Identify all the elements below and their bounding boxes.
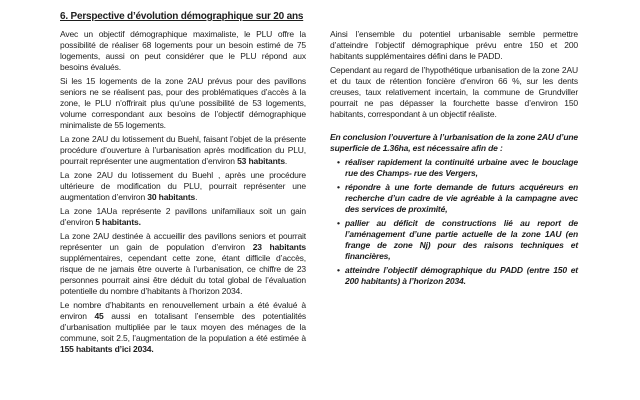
paragraph-text: La zone 2AU du lotissement du Buehl, faisant l’objet de la présente procédure d’ouverture à l’urbanisation après modification du PLU, pourrait représenter une augmentation d’environ [60,134,306,166]
paragraph-text: La zone 1AUa représente 2 pavillons unifamiliaux soit un gain d’environ [60,206,306,227]
paragraph-text: La zone 2AU destinée à accueillir des pavillons seniors et pourrait représenter un gain de population d’environ [60,231,306,252]
paragraph-zone1aua [60,206,306,228]
paragraph-text: En conclusion l’ouverture à l’urbanisation de la zone 2AU d’une superficie de 1.36ha, est nécessaire afin de : [330,132,578,153]
paragraph-text: Si les 15 logements de la zone 2AU prévus pour des pavillons seniors ne se réalisent pas, pour des problématiques d’accès à la zone, le PLU n’offrirait plus qu’une possibilité de 53 logements, volume correspondant aux besoins de l’objectif démographique minimaliste de 55 logements. [60,76,306,130]
paragraph-zone2au-buehl-ulterieure [60,170,306,203]
bullet-text: réaliser rapidement la continuité urbaine avec le bouclage rue des Champs- rue des Vergers, [345,157,578,178]
bullet-icon: • [337,265,340,275]
bullet-item-demande-acquereurs [330,182,578,215]
highlight-23-habitants: 23 habitants [252,242,306,252]
paragraph-potentiel-urbanisable [330,29,578,62]
paragraph-objectif-maximaliste [60,29,306,73]
paragraph-text: aussi en totalisant l’ensemble des potentialités d’urbanisation multipliée par le taux moyen des ménages de la commune, soit 2.5, l’augmentation de la population a été estimée à [60,311,306,343]
bullet-text: répondre à une forte demande de futurs acquéreurs en recherche d’un cadre de vie agréable à la campagne avec des services de proximité, [345,182,578,214]
highlight-53-habitants: 53 habitants [237,156,285,166]
right-column [330,29,578,290]
paragraph-zone2au-buehl-ouverture [60,134,306,167]
paragraph-text: Ainsi l’ensemble du potentiel urbanisable semble permettre d’atteindre l’objectif démographique prévu entre 150 et 200 habitants supplémentaires défini dans le PADD. [330,29,578,61]
bullet-item-continuite-urbaine [330,157,578,179]
paragraph-text: Avec un objectif démographique maximaliste, le PLU offre la possibilité de réaliser 68 logements pour un besoin estimé de 75 logements, aussi on peut considérer que le PLU répond aux besoins évalués. [60,29,306,72]
paragraph-text: La zone 2AU du lotissement du Buehl , après une procédure ultérieure de modification du PLU, pourrait représenter une augmentation d’environ [60,170,306,202]
paragraph-conclusion [330,132,578,154]
highlight-45: 45 [94,311,104,321]
paragraph-text: supplémentaires, cependant cette zone, étant difficile d’accès, risque de ne jamais être ouverte à l’urbanisation, ce chiffre de 23 personnes pourrait ainsi être déduit du total global de l’évaluation potentielle du nombre d’habitants à l’horizon 2034. [60,253,306,296]
paragraph-text: Cependant au regard de l’hypothétique urbanisation de la zone 2AU et du taux de rétention foncière d’environ 66 %, sur les dents creuses, taux relativement incertain, la commune de Grundviller pourrait ne pas dépasser la fourchette basse d’environ 150 habitants, correspondant à un objectif réaliste. [330,65,578,119]
highlight-5-habitants: 5 habitants. [95,217,141,227]
paragraph-15-logements [60,76,306,131]
bullet-item-deficit-constructions [330,218,578,262]
bullet-icon: • [337,182,340,192]
highlight-30-habitants: 30 habitants [147,192,196,202]
paragraph-zone2au-seniors [60,231,306,297]
paragraph-renouvellement-urbain [60,300,306,355]
conclusion-bullet-list [330,157,578,287]
bullet-icon: • [337,218,340,228]
paragraph-text: . [284,156,288,166]
bullet-text: pallier au déficit de constructions lié au report de l’aménagement d’une partie actuelle de la zone 1AU (en frange de zone Nj) pour des raisons techniques et financières, [345,218,578,261]
bullet-icon: • [337,157,340,167]
bullet-text: atteindre l’objectif démographique du PADD (entre 150 et 200 habitants) à l’horizon 2034. [345,265,578,286]
left-column [60,29,306,358]
highlight-155-habitants: 155 habitants d’ici 2034. [60,344,154,354]
paragraph-text: . [195,192,198,202]
paragraph-text: Le nombre d’habitants en renouvellement urbain a été évalué à environ [60,300,306,321]
paragraph-retention-fonciere [330,65,578,120]
page-title: 6. Perspective d’évolution démographique sur 20 ans [60,11,304,22]
bullet-item-objectif-padd [330,265,578,287]
